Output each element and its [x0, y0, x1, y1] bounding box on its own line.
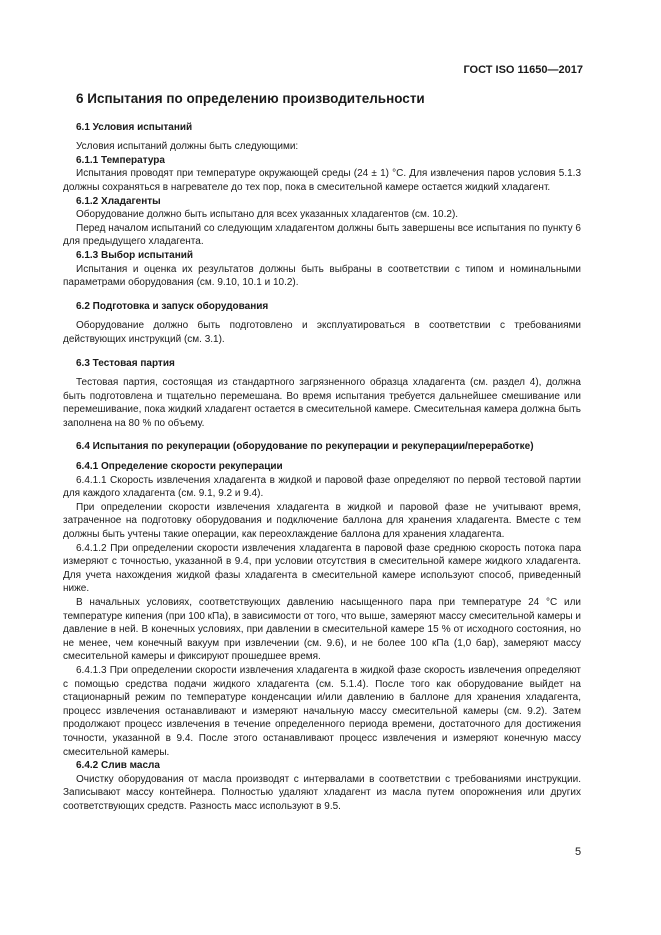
subsection-6-1-3-title: 6.1.3 Выбор испытаний [76, 249, 194, 261]
subsection-6-1-1-title: 6.1.1 Температура [76, 154, 165, 166]
page-content [63, 92, 581, 814]
paragraph: Тестовая партия, состоящая из стандартного загрязненного образца хладагента (см. раздел 4), должна быть подготовлена и тщательно перемешана. Во время испытания требуется дальнейшее смешивание или перемешивание, пока жидкий хладагент остается в смесительной камере. Смесительная камера должна быть заполнена на 80 % по объему. [63, 377, 581, 429]
paragraph: Условия испытаний должны быть следующими: [76, 141, 299, 153]
doc-code-header: ГОСТ ISO 11650—2017 [463, 64, 583, 76]
paragraph: 6.4.1.1 Скорость извлечения хладагента в жидкой и паровой фазе определяют по первой тестовой партии для каждого хладагента (см. 9.1, 9.2 и 9.4). [63, 474, 581, 500]
subsection-6-4-1-title: 6.4.1 Определение скорости рекуперации [76, 461, 283, 473]
paragraph: 6.4.1.3 При определении скорости извлечения хладагента в жидкой фазе скорость извлечения определяют с помощью средства подачи жидкого хладагента (см. 5.1.4). После того как оборудование выйдет на стационарный режим по температуре конденсации и/или давлению в баллоне для хранения хладагента, процесс извлечения останавливают и измеряют начальную массу смесительной камеры (см. 9.2). Затем продолжают процесс извлечения в течение определенного периода времени, достаточного для достижения точности, указанной в 9.4. После этого останавливают процесс извлечения и измеряют конечную массу смесительной камеры. [63, 664, 581, 758]
chapter-title: 6 Испытания по определению производительности [76, 91, 425, 106]
paragraph: Испытания проводят при температуре окружающей среды (24 ± 1) °С. Для извлечения паров условия 5.1.3 должны сохраняться в нагревателе до тех пор, пока в смесительной камере остается жидкий хладагент. [63, 168, 581, 193]
paragraph: 6.4.1.2 При определении скорости извлечения хладагента в паровой фазе среднюю скорость потока пара измеряют с точностью, указанной в 9.4, при условии отсутствия в смесительной камере жидкого хладагента. Для учета нахождения жидкой фазы хладагента в смесительной камере используют способ, приведенный ниже. [63, 542, 581, 595]
section-6-4-title: 6.4 Испытания по рекуперации (оборудование по рекуперации и рекуперации/переработке) [76, 441, 534, 453]
paragraph: Оборудование должно быть испытано для всех указанных хладагентов (см. 10.2). [76, 209, 459, 221]
paragraph: В начальных условиях, соответствующих давлению насыщенного пара при температуре 24 °С или температуре кипения (при 100 кПа), в зависимости от того, что выше, замеряют массу смесительной камеры и давление в ней. В конечных условиях, при давлении в смесительной камере 15 % от исходного состояния, но не менее, чем конечный вакуум при извлечении (см. 9.6), и не более 100 кПа (1,0 бар), замеряют массу смесительной камеры и фиксируют прошедшее время. [63, 597, 581, 663]
paragraph: Испытания и оценка их результатов должны быть выбраны в соответствии с типом и номинальными параметрами оборудования (см. 9.10, 10.1 и 10.2). [63, 263, 581, 289]
section-6-3-title: 6.3 Тестовая партия [76, 357, 175, 369]
section-6-1-title: 6.1 Условия испытаний [76, 121, 193, 133]
section-6-2-title: 6.2 Подготовка и запуск оборудования [76, 300, 269, 312]
paragraph: При определении скорости извлечения хладагента в жидкой и паровой фазе не учитывают время, затраченное на подготовку оборудования и подключение баллона для хранения хладагента. Вместе с тем должны быть учтены такие операции, как переохлаждение баллона для хранения хладагента. [63, 501, 581, 541]
paragraph: Перед началом испытаний со следующим хладагентом должны быть завершены все испытания по пункту 6 для предыдущего хладагента. [63, 222, 581, 248]
paragraph: Оборудование должно быть подготовлено и эксплуатироваться в соответствии с требованиями действующих инструкций (см. 3.1). [63, 320, 581, 345]
paragraph: Очистку оборудования от масла производят с интервалами в соответствии с требованиями инструкции. Записывают массу контейнера. Полностью удаляют хладагент из масла путем опорожнения или других соответствующих средств. Разность масс используют в 9.5. [63, 773, 581, 812]
subsection-6-4-2-title: 6.4.2 Слив масла [76, 760, 160, 772]
page-number: 5 [575, 846, 582, 858]
subsection-6-1-2-title: 6.1.2 Хладагенты [76, 195, 161, 207]
